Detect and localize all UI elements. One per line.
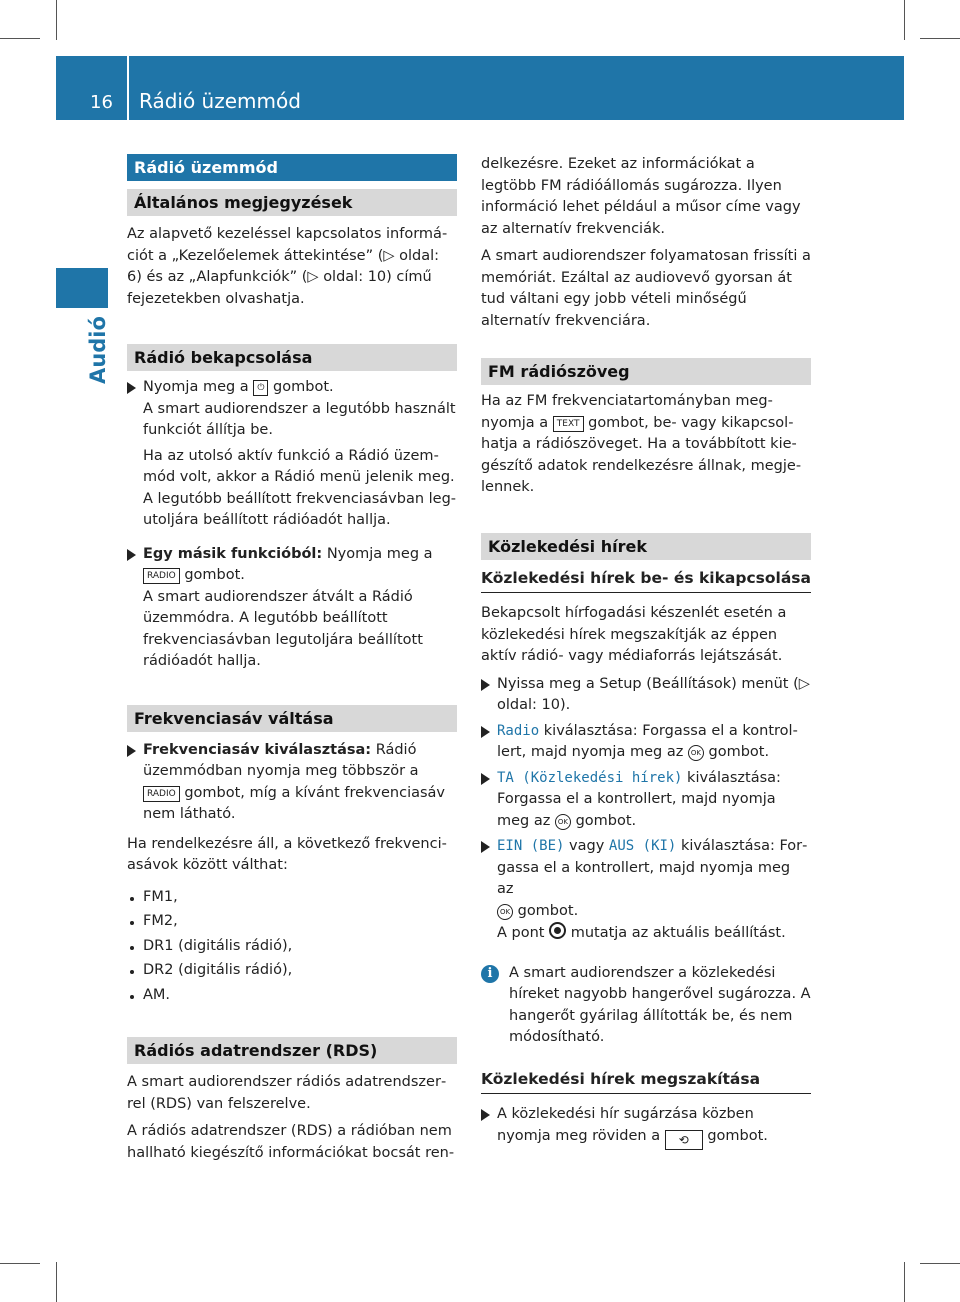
band-intro: Ha rendelkezésre áll, a következő frekvenciasávok között válthat: xyxy=(127,835,447,873)
step-arrow-icon xyxy=(481,841,490,853)
heading-fm-text: FM rádiószöveg xyxy=(481,358,811,385)
side-tab-marker xyxy=(56,268,108,308)
crop-mark xyxy=(0,1263,40,1264)
list-item: AM. xyxy=(127,985,457,1007)
radio-key-icon: RADIO xyxy=(143,568,180,584)
step-other-note: A smart audiorendszer átvált a Rádió üzemmódra. A legutóbb beállított frekvenciasávban legutoljára beállított rádióadót hallja. xyxy=(143,588,423,669)
heading-power-on: Rádió bekapcsolása xyxy=(127,344,457,371)
heading-band: Frekvenciasáv váltása xyxy=(127,705,457,732)
rds-text-2: A rádiós adatrendszer (RDS) a rádióban nem hallható kiegészítő információkat bocsát ren- xyxy=(127,1123,455,1161)
section-title: Rádió üzemmód xyxy=(127,154,457,181)
rds-continued: delkezésre. Ezeket az információkat a legtöbb FM rádióállomás sugározza. Ilyen információ lehet például a műsor címe vagy az alternatív frekvenciák. xyxy=(481,156,801,237)
subheading-traffic-toggle: Közlekedési hírek be- és kikapcsolása xyxy=(481,568,811,594)
info-icon: i xyxy=(481,965,499,983)
ok-icon: OK xyxy=(497,904,513,920)
step-arrow-icon xyxy=(481,726,490,738)
crop-mark xyxy=(56,1262,57,1302)
info-note: i A smart audiorendszer a közlekedési híreket nagyobb hangerővel sugározza. A hangerőt gyárilag állították be, és nem módosítható. xyxy=(481,963,811,1049)
radio-key-icon: RADIO xyxy=(143,786,180,802)
step-other-function: Egy másik funkcióból: Nyomja meg a RADIO gombot. A smart audiorendszer átvált a Rádió üzemmódra. A legutóbb beállított frekvenciasávban legutoljára beállított rádióadót hallja. xyxy=(127,544,457,673)
rds-memory-text: A smart audiorendszer folyamatosan frissíti a memóriát. Ezáltal az audiovevő gyorsan át tud váltani egy jobb vételi minőségű alternatív frekvenciára. xyxy=(481,248,811,329)
left-column xyxy=(127,154,457,1170)
step-power-note: A smart audiorendszer a legutóbb használt funkciót állítja be. xyxy=(143,400,456,438)
step-band-select: Frekvenciasáv kiválasztása: Rádió üzemmódban nyomja meg többször a RADIO gombot, míg a kívánt frekvenciasáv nem látható. xyxy=(127,740,457,826)
crop-mark xyxy=(56,0,57,40)
heading-traffic: Közlekedési hírek xyxy=(481,533,811,560)
heading-rds: Rádiós adatrendszer (RDS) xyxy=(127,1037,457,1064)
step-interrupt: A közlekedési hír sugárzása közben nyomja meg röviden a ⟲ gombot. xyxy=(481,1104,811,1150)
list-item: FM1, xyxy=(127,887,457,909)
step-setup: Nyissa meg a Setup (Beállítások) menüt (▷ oldal: 10). xyxy=(481,674,811,717)
ok-icon: OK xyxy=(688,745,704,761)
list-item: DR1 (digitális rádió), xyxy=(127,936,457,958)
step-power: Nyomja meg a ⏻ gombot. A smart audiorendszer a legutóbb használt funkciót állítja be. Ha az utolsó aktív funkció a Rádió üzemmód volt, akkor a Rádió menü jelenik meg. A legutóbb beállított frekvenciasávban legutoljára beállított rádióadót hallja. xyxy=(127,377,457,532)
step-on-off: EIN (BE) vagy AUS (KI) kiválasztása: Forgassa el a kontrollert, majd nyomja meg az OK gombot. A pont mutatja az aktuális beállítást. xyxy=(481,836,811,945)
back-key-icon: ⟲ xyxy=(665,1130,703,1150)
right-column xyxy=(481,154,811,1154)
step-power-note2: Ha az utolsó aktív funkció a Rádió üzemmód volt, akkor a Rádió menü jelenik meg. A legutóbb beállított frekvenciasávban legutoljára beállított rádióadót hallja. xyxy=(143,447,457,528)
list-item: DR2 (digitális rádió), xyxy=(127,960,457,982)
step-ta: TA (Közlekedési hírek) kiválasztása: Forgassa el a kontrollert, majd nyomja meg az OK gombot. xyxy=(481,768,811,833)
list-item: FM2, xyxy=(127,911,457,933)
rds-text-1: A smart audiorendszer rádiós adatrendszerrel (RDS) van felszerelve. xyxy=(127,1074,447,1112)
step-arrow-icon xyxy=(127,382,136,394)
crop-mark xyxy=(0,38,40,39)
step-arrow-icon xyxy=(481,1109,490,1121)
text-key-icon: TEXT xyxy=(553,416,584,432)
power-icon: ⏻ xyxy=(253,380,268,396)
crop-mark xyxy=(904,1262,905,1302)
page-title: Rádió üzemmód xyxy=(139,89,301,113)
general-text: Az alapvető kezeléssel kapcsolatos információt a „Kezelőelemek áttekintése” (▷ oldal: 6) és az „Alapfunkciók” (▷ oldal: 10) című fejezetekben olvashatja. xyxy=(127,226,448,307)
traffic-intro: Bekapcsolt hírfogadási készenlét esetén a közlekedési hírek megszakítják az éppen aktív rádió- vagy médiaforrás lejátszását. xyxy=(481,605,787,664)
header-divider xyxy=(127,56,129,120)
step-arrow-icon xyxy=(481,679,490,691)
heading-general: Általános megjegyzések xyxy=(127,189,457,216)
selected-dot-icon xyxy=(549,922,566,939)
step-arrow-icon xyxy=(481,773,490,785)
step-arrow-icon xyxy=(127,549,136,561)
page-number: 16 xyxy=(90,92,113,113)
fm-text-body: Ha az FM frekvenciatartományban megnyomja a TEXT gombot, be- vagy kikapcsolhatja a rádiószöveget. Ha a továbbított kiegészítő adatok rendelkezésre állnak, megjelennek. xyxy=(481,393,802,495)
page-header xyxy=(56,56,904,120)
crop-mark xyxy=(904,0,905,40)
crop-mark xyxy=(920,1263,960,1264)
subheading-traffic-interrupt: Közlekedési hírek megszakítása xyxy=(481,1069,811,1095)
step-radio: Radio kiválasztása: Forgassa el a kontrollert, majd nyomja meg az OK gombot. xyxy=(481,721,811,764)
ok-icon: OK xyxy=(555,814,571,830)
crop-mark xyxy=(920,38,960,39)
side-tab-label: Audió xyxy=(86,316,110,384)
step-arrow-icon xyxy=(127,745,136,757)
